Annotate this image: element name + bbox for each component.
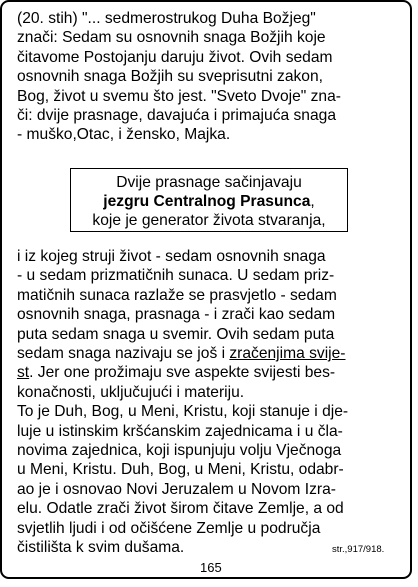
page-number: 165 xyxy=(200,560,222,575)
text-line: osnovnih snaga Božjih su sveprisutni zakon, xyxy=(17,68,323,86)
box-line-bold xyxy=(71,192,347,211)
text-line: puta sedam snaga u svemir. Ovih sedam puta xyxy=(17,325,335,343)
text-line: čistilišta k svim dušama. xyxy=(17,539,185,557)
text-line: čitavome Postojanju daruju život. Ovih sedam xyxy=(17,48,333,66)
text-line: (20. stih) "... sedmerostrukog Duha Božjeg" xyxy=(17,10,316,27)
text-line: matičnih sunaca razlaže se prasvjetlo - sedam xyxy=(17,286,337,304)
punctuation: , xyxy=(310,193,315,210)
text-line: svjetlih ljudi i od očišćene Zemlje u područja xyxy=(17,519,321,537)
underlined-term-end: st xyxy=(17,364,30,382)
text-line: luje u istinskim kršćanskim zajednicama i u čla- xyxy=(17,422,343,440)
text-span: sedam snaga nazivaju se još i xyxy=(17,345,230,363)
main-paragraph xyxy=(17,247,392,558)
text-line: Bog, život u svemu što jest. "Sveto Dvoje" zna- xyxy=(17,87,341,105)
text-line: i iz kojeg struji život - sedam osnovnih snaga xyxy=(17,248,326,265)
text-line: elu. Odatle zrači život širom čitave Zemlje, a od xyxy=(17,500,344,518)
text-line: či: dvije prasnage, davajuća i primajuća snaga xyxy=(17,107,336,125)
text-line xyxy=(17,363,392,382)
box-line: Dvije prasnage sačinjavaju xyxy=(116,174,302,191)
underlined-term: zračenjima svije- xyxy=(229,345,346,363)
box-line: koje je generator života stvaranja, xyxy=(92,212,326,229)
text-span: . Jer one prožimaju sve aspekte svijesti bes- xyxy=(29,364,336,382)
text-line: - u sedam prizmatičnih sunaca. U sedam priz- xyxy=(17,267,335,285)
text-line: znači: Sedam su osnovnih snaga Božjih koje xyxy=(17,29,326,47)
text-line: - muško,Otac, i žensko, Majka. xyxy=(17,126,231,144)
source-reference: str.,917/918. xyxy=(332,544,385,555)
text-line: ao je i osnovao Novi Jeruzalem u Novom Izra- xyxy=(17,480,336,498)
text-line: novima zajednica, koji ispunjuju volju Vječnoga xyxy=(17,442,342,460)
text-line xyxy=(17,344,392,363)
text-line: osnovnih snaga, prasnaga - i zrači kao sedam xyxy=(17,306,336,324)
text-line: To je Duh, Bog, u Meni, Kristu, koji stanuje i dje- xyxy=(17,403,349,421)
intro-paragraph xyxy=(17,9,392,145)
text-line: u Meni, Kristu. Duh, Bog, u Meni, Kristu, odabr- xyxy=(17,461,344,479)
highlight-box xyxy=(70,168,348,232)
bold-term: jezgru Centralnog Prasunca xyxy=(103,193,311,210)
text-line: konačnosti, uključujući i materiju. xyxy=(17,383,245,401)
